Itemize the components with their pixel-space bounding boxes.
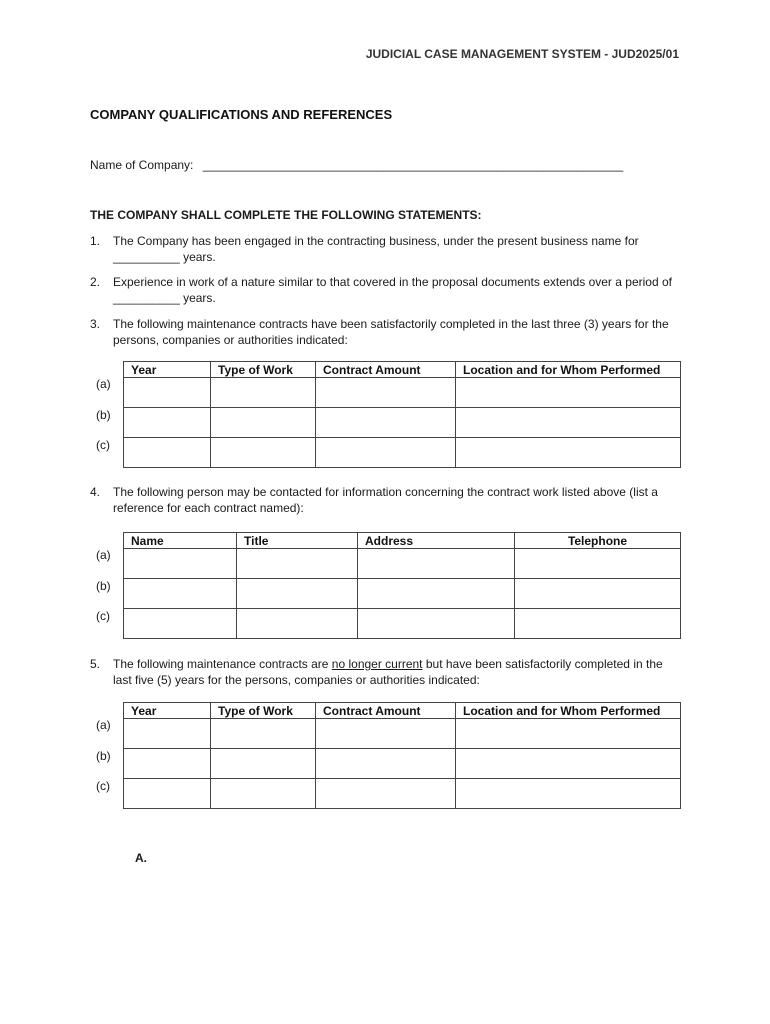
table-row (124, 779, 681, 809)
table-row (124, 579, 681, 609)
column-header-type-of-work: Type of Work (211, 703, 316, 719)
table-cell[interactable] (358, 549, 515, 579)
statement-item-5 (90, 657, 680, 688)
table-cell[interactable] (124, 749, 211, 779)
table-cell[interactable] (124, 609, 237, 639)
column-header-name: Name (124, 533, 237, 549)
row-label-a: (a) (96, 377, 111, 391)
table-row (124, 749, 681, 779)
table-cell[interactable] (237, 579, 358, 609)
references-table (123, 532, 681, 639)
column-header-location: Location and for Whom Performed (456, 703, 681, 719)
row-label-a: (a) (96, 718, 111, 732)
document-title: COMPANY QUALIFICATIONS AND REFERENCES (90, 107, 393, 122)
table-cell[interactable] (456, 408, 681, 438)
table-cell[interactable] (456, 378, 681, 408)
table-header-row (124, 703, 681, 719)
table-cell[interactable] (124, 438, 211, 468)
item-text: The following person may be contacted for information concerning the contract work listed above (list a reference for each contract named): (113, 485, 658, 515)
section-heading: THE COMPANY SHALL COMPLETE THE FOLLOWING STATEMENTS: (90, 208, 482, 222)
row-label-b: (b) (96, 579, 111, 593)
column-header-title: Title (237, 533, 358, 549)
item-text-before: The following maintenance contracts are (113, 657, 332, 671)
row-label-c: (c) (96, 779, 110, 793)
table-cell[interactable] (316, 378, 456, 408)
table-cell[interactable] (211, 719, 316, 749)
statement-item-3 (90, 317, 680, 348)
section-marker-a: A. (135, 851, 147, 865)
column-header-contract-amount: Contract Amount (316, 703, 456, 719)
row-label-c: (c) (96, 609, 110, 623)
table-cell[interactable] (515, 579, 681, 609)
table-row (124, 378, 681, 408)
item-number: 4. (90, 485, 101, 499)
table-cell[interactable] (456, 719, 681, 749)
table-cell[interactable] (124, 779, 211, 809)
item-text: The following maintenance contracts have been satisfactorily completed in the last three (3) years for the persons, companies or authorities indicated: (113, 317, 669, 347)
item-text: The Company has been engaged in the contracting business, under the present business name for __________ years. (113, 234, 639, 264)
table-cell[interactable] (456, 438, 681, 468)
table-cell[interactable] (358, 609, 515, 639)
table-cell[interactable] (124, 579, 237, 609)
table-cell[interactable] (316, 749, 456, 779)
table-cell[interactable] (515, 609, 681, 639)
table-cell[interactable] (456, 779, 681, 809)
item-number: 1. (90, 234, 101, 248)
column-header-address: Address (358, 533, 515, 549)
row-label-a: (a) (96, 548, 111, 562)
table-cell[interactable] (211, 378, 316, 408)
row-label-b: (b) (96, 408, 111, 422)
statement-item-4 (90, 485, 680, 516)
table-cell[interactable] (124, 549, 237, 579)
table-cell[interactable] (211, 438, 316, 468)
company-name-label: Name of Company: (90, 158, 194, 172)
table-cell[interactable] (515, 549, 681, 579)
column-header-year: Year (124, 703, 211, 719)
table-row (124, 719, 681, 749)
column-header-telephone: Telephone (515, 533, 681, 549)
table-row (124, 609, 681, 639)
item-text (113, 657, 680, 688)
table-cell[interactable] (124, 378, 211, 408)
table-cell[interactable] (124, 719, 211, 749)
column-header-contract-amount: Contract Amount (316, 362, 456, 378)
table-cell[interactable] (358, 579, 515, 609)
page-header: JUDICIAL CASE MANAGEMENT SYSTEM - JUD2025/01 (365, 47, 679, 61)
row-label-b: (b) (96, 749, 111, 763)
row-label-c: (c) (96, 438, 110, 452)
table-cell[interactable] (211, 779, 316, 809)
item-number: 3. (90, 317, 101, 331)
company-name-field[interactable]: _______________________________________________________________ (202, 158, 624, 172)
column-header-location: Location and for Whom Performed (456, 362, 681, 378)
statement-item-1 (90, 234, 680, 265)
column-header-year: Year (124, 362, 211, 378)
table-header-row (124, 362, 681, 378)
item-text: Experience in work of a nature similar to that covered in the proposal documents extends over a period of __________ years. (113, 275, 672, 305)
table-row (124, 438, 681, 468)
contracts-table (123, 361, 681, 468)
table-cell[interactable] (316, 779, 456, 809)
table-row (124, 408, 681, 438)
table-cell[interactable] (211, 749, 316, 779)
table-cell[interactable] (316, 438, 456, 468)
item-number: 5. (90, 657, 101, 671)
table-cell[interactable] (456, 749, 681, 779)
company-name-line (90, 158, 623, 172)
item-text-underlined: no longer current (331, 657, 423, 671)
table-header-row (124, 533, 681, 549)
table-cell[interactable] (316, 719, 456, 749)
column-header-type-of-work: Type of Work (211, 362, 316, 378)
table-cell[interactable] (237, 549, 358, 579)
item-number: 2. (90, 275, 101, 289)
past-contracts-table (123, 702, 681, 809)
table-row (124, 549, 681, 579)
statement-item-2 (90, 275, 680, 306)
table-cell[interactable] (316, 408, 456, 438)
table-cell[interactable] (124, 408, 211, 438)
table-cell[interactable] (237, 609, 358, 639)
item-text-after: but have been satisfactorily completed in the last five (5) years for the persons, companies or authorities indicated: (113, 657, 663, 687)
table-cell[interactable] (211, 408, 316, 438)
